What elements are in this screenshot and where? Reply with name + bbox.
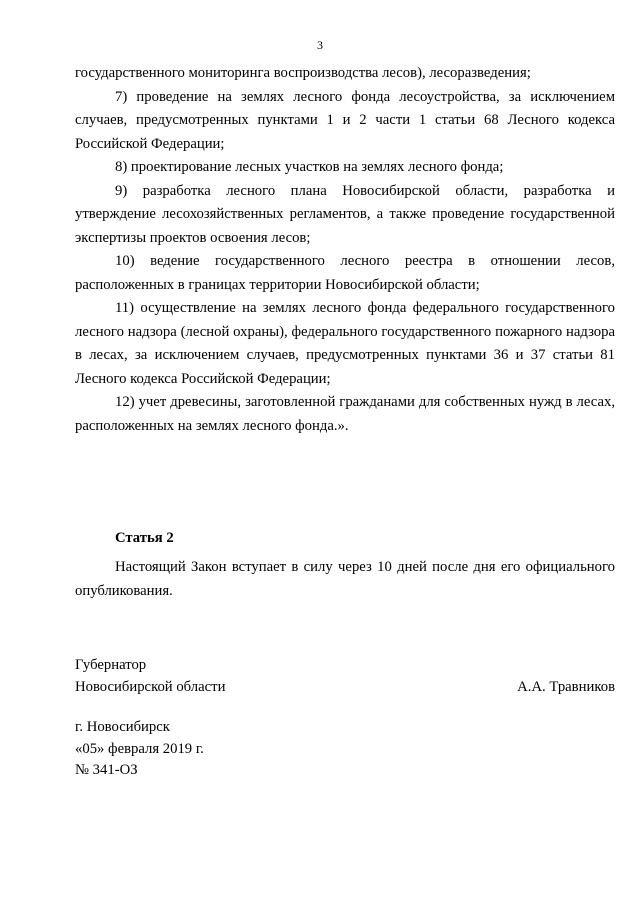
signatory-name: А.А. Травников <box>517 678 615 695</box>
document-body <box>75 62 615 438</box>
date: «05» февраля 2019 г. <box>75 740 204 757</box>
signatory-title-line2: Новосибирской области <box>75 678 226 695</box>
city: г. Новосибирск <box>75 719 170 735</box>
list-item: 12) учет древесины, заготовленной гражданами для собственных нужд в лесах, расположенных на землях лесного фонда.». <box>75 394 615 434</box>
lead-paragraph: государственного мониторинга воспроизводства лесов), лесоразведения; <box>75 65 531 81</box>
article-heading: Статья 2 <box>115 530 174 546</box>
law-number: № 341-ОЗ <box>75 762 138 778</box>
signatory-title-line1: Губернатор <box>75 657 147 673</box>
article-text-block <box>75 556 615 603</box>
signature-block <box>75 655 615 698</box>
list-item: 8) проектирование лесных участков на землях лесного фонда; <box>115 159 504 175</box>
article-text: Настоящий Закон вступает в силу через 10 дней после дня его официального опубликования. <box>75 559 615 599</box>
signature-row <box>75 677 615 699</box>
list-item: 10) ведение государственного лесного реестра в отношении лесов, расположенных в границах территории Новосибирской области; <box>75 253 615 293</box>
list-item: 7) проведение на землях лесного фонда лесоустройства, за исключением случаев, предусмотренных пунктами 1 и 2 части 1 статьи 68 Лесного кодекса Российской Федерации; <box>75 88 615 152</box>
list-item: 9) разработка лесного плана Новосибирской области, разработка и утверждение лесохозяйственных регламентов, а также проведение государственной экспертизы проектов освоения лесов; <box>75 182 615 246</box>
document-meta <box>75 717 204 782</box>
list-item: 11) осуществление на землях лесного фонда федерального государственного лесного надзора (лесной охраны), федерального государственного пожарного надзора в лесах, за исключением случаев, предусмотренных пунктами 36 и 37 статьи 81 Лесного кодекса Российской Федерации; <box>75 300 615 387</box>
page-number: 3 <box>317 38 323 52</box>
